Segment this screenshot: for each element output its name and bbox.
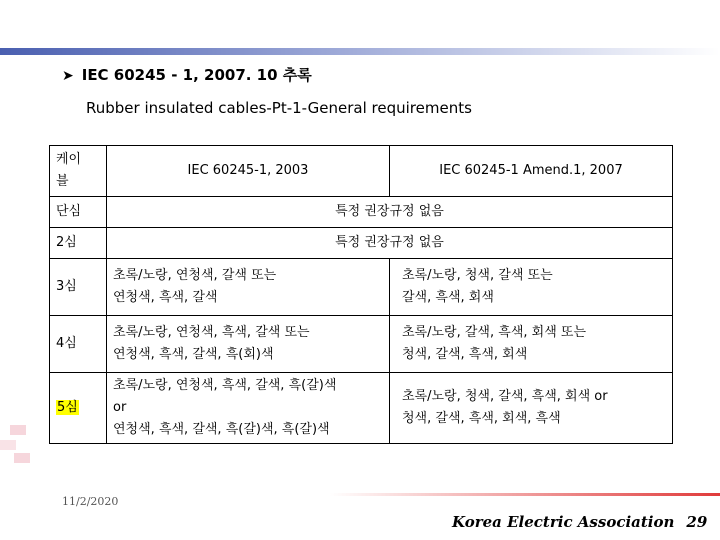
arrow-bullet-icon: ➤ [62, 68, 74, 84]
row-label: 2심 [50, 228, 107, 259]
decorative-square [0, 440, 16, 450]
slide-title-text: IEC 60245 - 1, 2007. 10 추록 [81, 66, 312, 84]
table-row [50, 228, 673, 259]
cell-line: 초록/노랑, 연청색, 흑색, 갈색 또는 [113, 325, 310, 340]
table-row [50, 373, 673, 444]
merged-cell: 특정 권장규정 없음 [107, 197, 673, 228]
header-cable-line: 케이 [56, 152, 82, 167]
slide-title [62, 64, 312, 85]
table-row [50, 197, 673, 228]
decorative-square [14, 453, 30, 463]
header-cable [50, 146, 107, 197]
cell-2007 [390, 259, 673, 316]
row-label: 단심 [50, 197, 107, 228]
cell-line: 연청색, 흑색, 갈색, 흑(회)색 [113, 347, 274, 362]
decorative-square [10, 425, 26, 435]
row-label: 4심 [50, 316, 107, 373]
cell-line: 초록/노랑, 연청색, 갈색 또는 [113, 268, 277, 283]
cell-line: 초록/노랑, 청색, 갈색 또는 [402, 268, 553, 283]
row-label: 3심 [50, 259, 107, 316]
cell-line: 연청색, 흑색, 갈색, 흑(갈)색, 흑(갈)색 [113, 422, 330, 437]
header-cable-line: 블 [56, 174, 69, 189]
organization-name: Korea Electric Association [452, 513, 675, 531]
cell-line: or [113, 400, 127, 415]
row-label [50, 373, 107, 444]
cable-color-table [49, 145, 673, 444]
footer-organization [452, 513, 707, 531]
top-accent-bar [0, 48, 720, 55]
highlighted-label: 5심 [57, 400, 78, 415]
cell-line: 초록/노랑, 연청색, 흑색, 갈색, 흑(갈)색 [113, 378, 337, 393]
footer-accent-line [330, 493, 720, 496]
cell-line: 청색, 갈색, 흑색, 회색 [402, 347, 528, 362]
cell-line: 초록/노랑, 청색, 갈색, 흑색, 회색 or [402, 389, 608, 404]
cell-2007 [390, 373, 673, 444]
merged-cell: 특정 권장규정 없음 [107, 228, 673, 259]
slide-subtitle: Rubber insulated cables-Pt-1-General requirements [86, 99, 472, 117]
cell-line: 초록/노랑, 갈색, 흑색, 회색 또는 [402, 325, 587, 340]
cell-line: 갈색, 흑색, 회색 [402, 290, 494, 305]
cell-2003 [107, 316, 390, 373]
header-iec-2003: IEC 60245-1, 2003 [107, 146, 390, 197]
page-number: 29 [686, 513, 708, 531]
header-iec-2007: IEC 60245-1 Amend.1, 2007 [390, 146, 673, 197]
footer-date: 11/2/2020 [62, 495, 119, 508]
table-row [50, 259, 673, 316]
cell-2003 [107, 373, 390, 444]
cell-line: 연청색, 흑색, 갈색 [113, 290, 218, 305]
cell-2003 [107, 259, 390, 316]
cell-line: 청색, 갈색, 흑색, 회색, 흑색 [402, 411, 561, 426]
table-row [50, 316, 673, 373]
table-header-row [50, 146, 673, 197]
cell-2007 [390, 316, 673, 373]
